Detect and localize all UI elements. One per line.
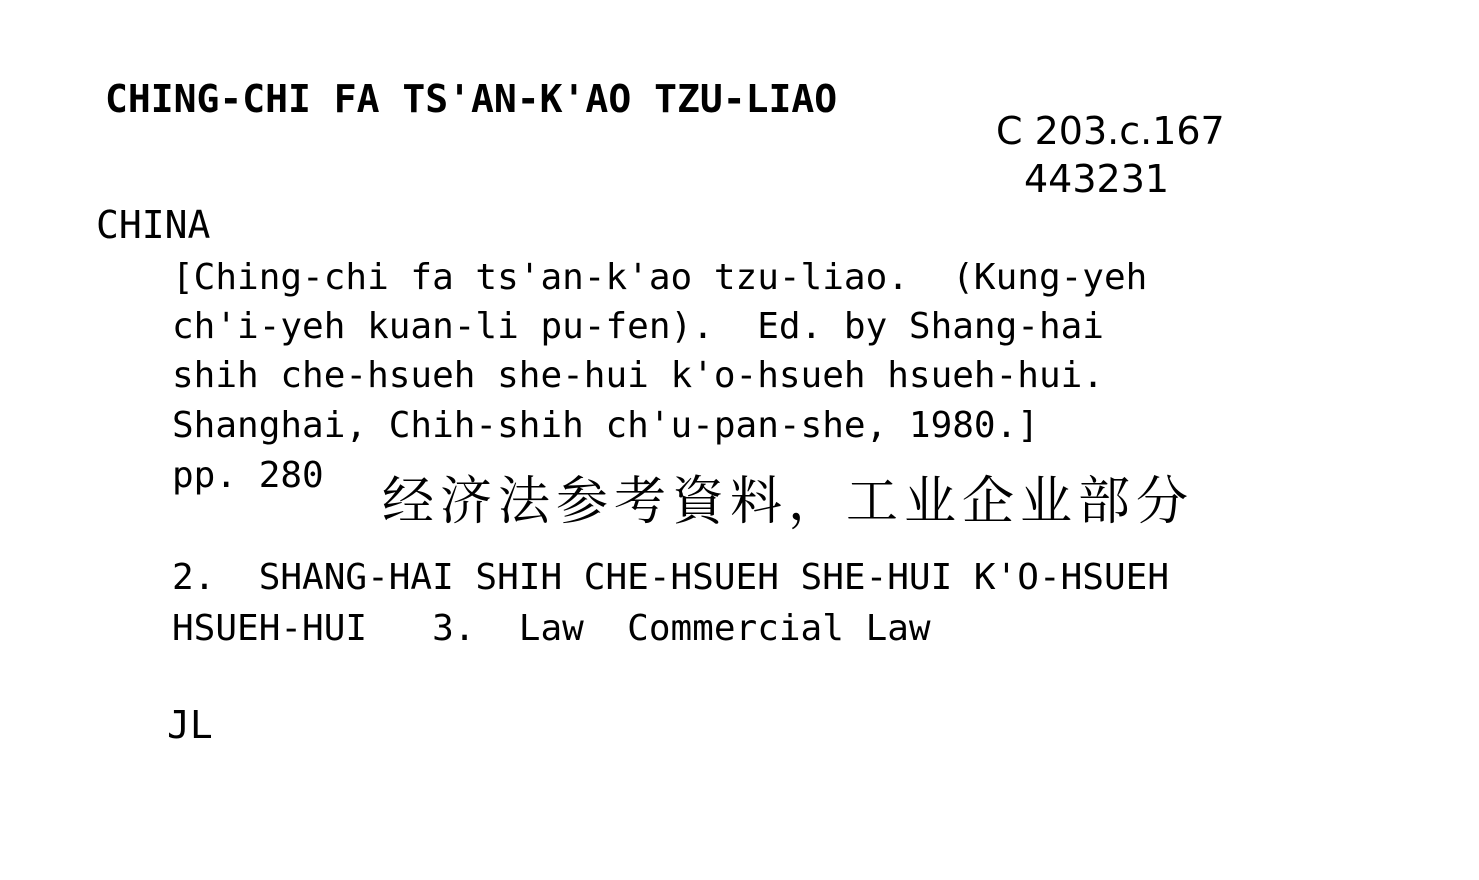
tracing-line-1: 2. SHANG-HAI SHIH CHE-HSUEH SHE-HUI K'O-HSUEH [172, 557, 1169, 598]
entry-line-1: [Ching-chi fa ts'an-k'ao tzu-liao. (Kung-yeh [172, 257, 1148, 298]
tracing-line-2: HSUEH-HUI 3. Law Commercial Law [172, 608, 931, 649]
entry-line-4: Shanghai, Chih-shih ch'u-pan-she, 1980.] [172, 405, 1039, 446]
accession-number: 443231 [1024, 157, 1170, 201]
card-heading: CHING-CHI FA TS'AN-K'AO TZU-LIAO [105, 77, 838, 121]
subject-heading: CHINA [96, 203, 211, 247]
entry-line-2: ch'i-yeh kuan-li pu-fen). Ed. by Shang-hai [172, 306, 1104, 347]
shelfmark: C 203.c.167 [996, 109, 1225, 153]
entry-line-3: shih che-hsueh she-hui k'o-hsueh hsueh-hui. [172, 355, 1104, 396]
chinese-title: 经济法参考資料，工业企业部分 [382, 472, 1195, 532]
page-count: pp. 280 [172, 455, 324, 496]
cataloguer-initials: JL [167, 703, 213, 747]
